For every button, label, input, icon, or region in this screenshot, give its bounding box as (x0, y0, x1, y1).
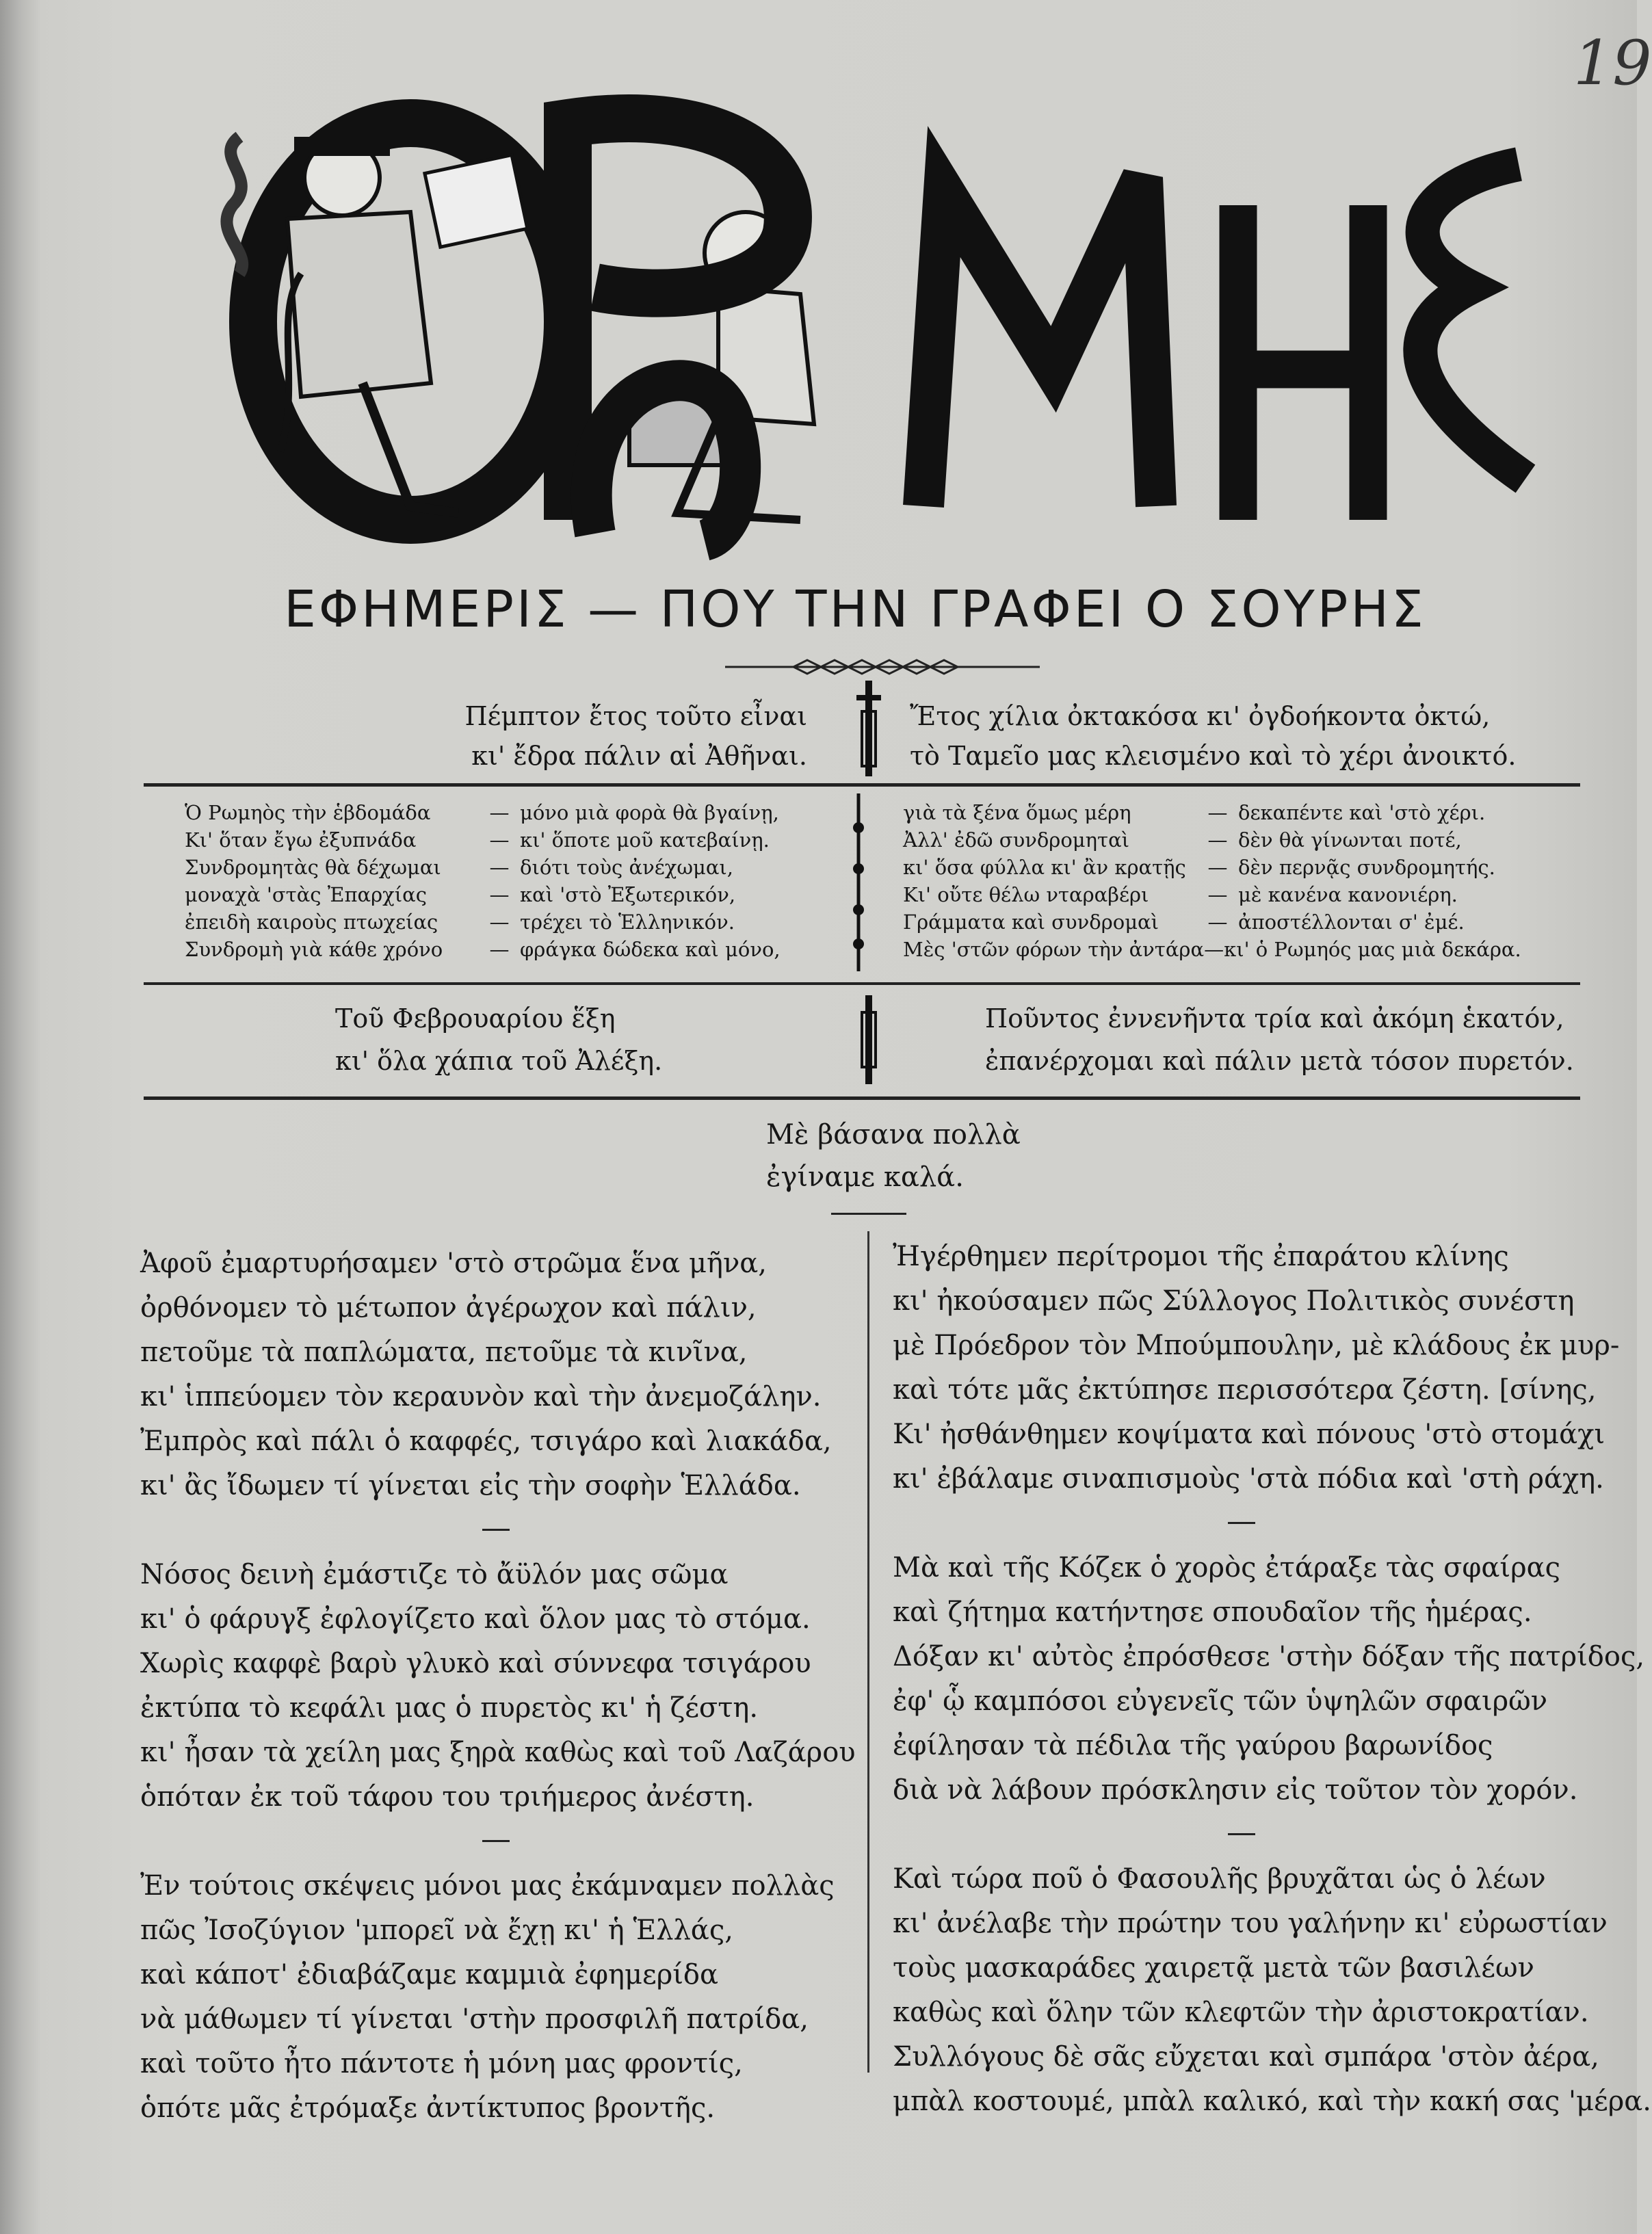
masthead-illustration (185, 96, 1573, 547)
stanza-separator (893, 1501, 1651, 1546)
stanza (893, 1857, 1651, 2124)
poem-line: Κι' ἠσθάνθημεν κοψίματα καὶ πόνους 'στὸ στομάχι (893, 1419, 1605, 1450)
subscription-row-last: Μὲς 'στῶν φόρων τὴν ἀντάρα—κι' ὁ Ρωμηός μας μιὰ δεκάρα. (903, 938, 1521, 961)
subscription-row: Γράμματα καὶ συνδρομαὶ — ἀποστέλλονται σ' ἐμέ. (903, 908, 1580, 936)
poem-line: Καὶ τώρα ποῦ ὁ Φασουλῆς βρυχᾶται ὡς ὁ λέων (893, 1863, 1546, 1895)
row-value: κι' ὅποτε μοῦ κατεβαίνῃ. (520, 828, 770, 852)
stanza (893, 1546, 1651, 1813)
poem-line: κι' ἠκούσαμεν πῶς Σύλλογος Πολιτικὸς συνέστη (893, 1285, 1575, 1317)
subscription-row: Συνδρομητὰς θὰ δέχωμαι — διότι τοὺς ἀνέχωμαι, (185, 854, 800, 881)
poem-line: κι' ἐβάλαμε σιναπισμοὺς 'στὰ πόδια καὶ 'στὴ ράχη. (893, 1463, 1604, 1495)
intro-right-line: Ἔτος χίλια ὀκτακόσα κι' ὀγδοήκοντα ὀκτώ, (910, 701, 1491, 731)
poem-line: μπὰλ κοστουμέ, μπὰλ καλικό, καὶ τὴν κακή σας 'μέρα. (893, 2086, 1651, 2117)
row-value: διότι τοὺς ἀνέχωμαι, (520, 856, 733, 879)
row-term: γιὰ τὰ ξένα ὅμως μέρη (903, 801, 1131, 824)
intro-left (205, 696, 807, 776)
vertical-ornament-icon (838, 793, 879, 971)
poem-line: ἐκτύπα τὸ κεφάλι μας ὁ πυρετὸς κι' ἡ ζέστη. (140, 1692, 759, 1724)
cross-ornament-icon (848, 681, 889, 776)
row-term: Γράμματα καὶ συνδρομαὶ (903, 910, 1159, 934)
row-term: ἐπειδὴ καιροὺς πτωχείας (185, 910, 438, 934)
epigraph-rule (831, 1213, 906, 1215)
row-value: δὲν περνᾷς συνδρομητής. (1238, 856, 1495, 879)
subscriptions-left (185, 799, 800, 963)
stanza (140, 1241, 856, 1508)
stanza (140, 1553, 856, 1819)
row-term: Ὁ Ρωμηὸς τὴν ἑβδομάδα (185, 801, 431, 824)
row-value: δεκαπέντε καὶ 'στὸ χέρι. (1238, 801, 1486, 824)
poem-left-column (140, 1241, 856, 2131)
letter-sigma (1420, 164, 1525, 479)
poem-line: ἐφίλησαν τὰ πέδιλα τῆς γαύρου βαρωνίδος (893, 1730, 1493, 1761)
row-value: ἀποστέλλονται σ' ἐμέ. (1238, 910, 1465, 934)
poem-line: Ἀφοῦ ἐμαρτυρήσαμεν 'στὸ στρῶμα ἕνα μῆνα, (140, 1248, 768, 1279)
row-value: τρέχει τὸ Ἑλληνικόν. (520, 910, 735, 934)
date-right-line: Ποῦντος ἐννενῆντα τρία καὶ ἀκόμη ἑκατόν, (985, 1003, 1564, 1034)
poem-line: κι' ὁ φάρυγξ ἐφλογίζετο καὶ ὅλον μας τὸ στόμα. (140, 1603, 811, 1635)
letter-mu (923, 178, 1156, 506)
date-left (335, 997, 662, 1082)
subscriptions-right (903, 799, 1580, 963)
poem-line: διὰ νὰ λάβουν πρόσκλησιν εἰς τοῦτον τὸν χορόν. (893, 1774, 1578, 1806)
row-value: φράγκα δώδεκα καὶ μόνο, (520, 938, 781, 961)
subscription-row: κι' ὅσα φύλλα κι' ἂν κρατῇς — δὲν περνᾷς συνδρομητής. (903, 854, 1580, 881)
column-divider (867, 1231, 869, 2073)
poem-right-column (893, 1235, 1651, 2124)
subscription-row: μοναχὰ 'στὰς Ἐπαρχίας — καὶ 'στὸ Ἐξωτερικόν, (185, 881, 800, 908)
poem-line: Νόσος δεινὴ ἐμάστιζε τὸ ἄϋλόν μας σῶμα (140, 1559, 729, 1590)
row-term: Συνδρομητὰς θὰ δέχωμαι (185, 856, 441, 879)
cross-ornament-icon (848, 995, 889, 1084)
stanza (893, 1235, 1651, 1501)
poem-line: ἐφ' ᾧ καμπόσοι εὐγενεῖς τῶν ὑψηλῶν σφαιρῶν (893, 1685, 1548, 1717)
subscription-row: Κι' ὅταν ἔγω ἐξυπνάδα — κι' ὅποτε μοῦ κατεβαίνῃ. (185, 826, 800, 854)
poem-line: κι' ἂς ἴδωμεν τί γίνεται εἰς τὴν σοφὴν Ἑλλάδα. (140, 1470, 801, 1501)
poem-line: καὶ τότε μᾶς ἐκτύπησε περισσότερα ζέστη. [σίνης, (893, 1374, 1597, 1406)
stanza (140, 1864, 856, 2131)
poem-line: Ἐν τούτοις σκέψεις μόνοι μας ἐκάμναμεν πολλὰς (140, 1870, 835, 1902)
row-value: μόνο μιὰ φορὰ θὰ βγαίνῃ, (520, 801, 779, 824)
page-number: 19 (1573, 27, 1652, 99)
stanza-separator (140, 1819, 856, 1864)
epigraph-line: Μὲ βάσανα πολλὰ (766, 1119, 1021, 1151)
poem-line: ὁπόταν ἐκ τοῦ τάφου του τριήμερος ἀνέστη. (140, 1781, 755, 1813)
row-term: μοναχὰ 'στὰς Ἐπαρχίας (185, 883, 427, 906)
letter-eta (1238, 205, 1368, 520)
row-value: μὲ κανένα κανονιέρη. (1238, 883, 1458, 906)
row-value: δὲν θὰ γίνωνται ποτέ, (1238, 828, 1462, 852)
poem-line: Συλλόγους δὲ σᾶς εὔχεται καὶ σμπάρα 'στὸν ἀέρα, (893, 2041, 1599, 2073)
poem-line: κι' ἦσαν τὰ χείλη μας ξηρὰ καθὼς καὶ τοῦ Λαζάρου (140, 1737, 856, 1768)
subscription-row: Ἀλλ' ἐδῶ συνδρομηταὶ — δὲν θὰ γίνωνται ποτέ, (903, 826, 1580, 854)
row-term: Ἀλλ' ἐδῶ συνδρομηταὶ (903, 828, 1130, 852)
poem-line: μὲ Πρόεδρον τὸν Μπούμπουλην, μὲ κλάδους ἐκ μυρ- (893, 1330, 1620, 1361)
rule-middle (144, 982, 1580, 985)
stanza-separator (893, 1813, 1651, 1857)
poem-line: κι' ἱππεύομεν τὸν κεραυνὸν καὶ τὴν ἀνεμοζάλην. (140, 1381, 822, 1412)
intro-left-line: κι' ἔδρα πάλιν αἱ Ἀθῆναι. (471, 741, 807, 771)
smoke-icon (226, 137, 242, 274)
subscription-row: Κι' οὔτε θέλω νταραβέρι — μὲ κανένα κανονιέρη. (903, 881, 1580, 908)
poem-line: Δόξαν κι' αὐτὸς ἐπρόσθεσε 'στὴν δόξαν τῆς πατρίδος, (893, 1641, 1645, 1672)
row-term: Κι' οὔτε θέλω νταραβέρι (903, 883, 1149, 906)
subscription-row: ἐπειδὴ καιροὺς πτωχείας — τρέχει τὸ Ἑλληνικόν. (185, 908, 800, 936)
masthead (185, 96, 1573, 547)
poem-line: πῶς Ἰσοζύγιον 'μπορεῖ νὰ ἔχῃ κι' ἡ Ἑλλάς, (140, 1915, 733, 1946)
row-value: καὶ 'στὸ Ἐξωτερικόν, (520, 883, 736, 906)
poem-line: καθὼς καὶ ὅλην τῶν κλεφτῶν τὴν ἀριστοκρατίαν. (893, 1997, 1589, 2028)
rule-bottom (144, 1096, 1580, 1100)
subtitle: ΕΦΗΜΕΡΙΣ — ΠΟΥ ΤΗΝ ΓΡΑΦΕΙ Ο ΣΟΥΡΗΣ (284, 580, 1426, 639)
intro-right-line: τὸ Ταμεῖο μας κλεισμένο καὶ τὸ χέρι ἀνοικτό. (910, 741, 1517, 771)
poem-line: Μὰ καὶ τῆς Κόζεκ ὁ χορὸς ἐτάραξε τὰς σφαίρας (893, 1552, 1561, 1583)
stanza-separator (140, 1508, 856, 1553)
poem-line: νὰ μάθωμεν τί γίνεται 'στὴν προσφιλῆ πατρίδα, (140, 2003, 809, 2035)
poem-line: καὶ κάποτ' ἐδιαβάζαμε καμμιὰ ἐφημερίδα (140, 1959, 718, 1990)
intro-right (910, 696, 1566, 776)
subscription-row: Συνδρομὴ γιὰ κάθε χρόνο — φράγκα δώδεκα καὶ μόνο, (185, 936, 800, 963)
poem-line: ὁπότε μᾶς ἐτρόμαξε ἀντίκτυπος βροντῆς. (140, 2092, 716, 2124)
poem-line: καὶ ζήτημα κατήντησε σπουδαῖον τῆς ἡμέρας. (893, 1596, 1532, 1628)
row-term: κι' ὅσα φύλλα κι' ἂν κρατῇς (903, 856, 1186, 879)
poem-line: πετοῦμε τὰ παπλώματα, πετοῦμε τὰ κινῖνα, (140, 1337, 748, 1368)
subscription-row: γιὰ τὰ ξένα ὅμως μέρη — δεκαπέντε καὶ 'στὸ χέρι. (903, 799, 1580, 826)
epigraph (766, 1114, 1021, 1198)
ornament-divider (725, 653, 1040, 681)
rule-top (144, 783, 1580, 787)
poem-line: καὶ τοῦτο ἦτο πάντοτε ἡ μόνη μας φροντίς, (140, 2048, 743, 2079)
poem-line: Ἠγέρθημεν περίτρομοι τῆς ἐπαράτου κλίνης (893, 1241, 1509, 1272)
date-left-line: Τοῦ Φεβρουαρίου ἕξη (335, 1003, 616, 1034)
row-term: Κι' ὅταν ἔγω ἐξυπνάδα (185, 828, 417, 852)
date-left-line: κι' ὅλα χάπια τοῦ Ἀλέξη. (335, 1046, 663, 1076)
subscription-row: Ὁ Ρωμηὸς τὴν ἑβδομάδα — μόνο μιὰ φορὰ θὰ βγαίνῃ, (185, 799, 800, 826)
row-term: Συνδρομὴ γιὰ κάθε χρόνο (185, 938, 443, 961)
poem-line: ὀρθόνομεν τὸ μέτωπον ἀγέρωχον καὶ πάλιν, (140, 1292, 757, 1324)
date-right-line: ἐπανέρχομαι καὶ πάλιν μετὰ τόσον πυρετόν. (985, 1046, 1574, 1076)
poem-line: Χωρὶς καφφὲ βαρὺ γλυκὸ καὶ σύννεφα τσιγάρου (140, 1648, 811, 1679)
epigraph-line: ἐγίναμε καλά. (766, 1161, 964, 1193)
date-right (985, 997, 1574, 1082)
poem-line: κι' ἀνέλαβε τὴν πρώτην του γαλήνην κι' εὐρωστίαν (893, 1908, 1608, 1939)
intro-left-line: Πέμπτον ἔτος τοῦτο εἶναι (464, 701, 807, 731)
poem-line: τοὺς μασκαράδες χαιρετᾷ μετὰ τῶν βασιλέων (893, 1952, 1534, 1984)
poem-line: Ἐμπρὸς καὶ πάλι ὁ καφφές, τσιγάρο καὶ λιακάδα, (140, 1425, 832, 1457)
